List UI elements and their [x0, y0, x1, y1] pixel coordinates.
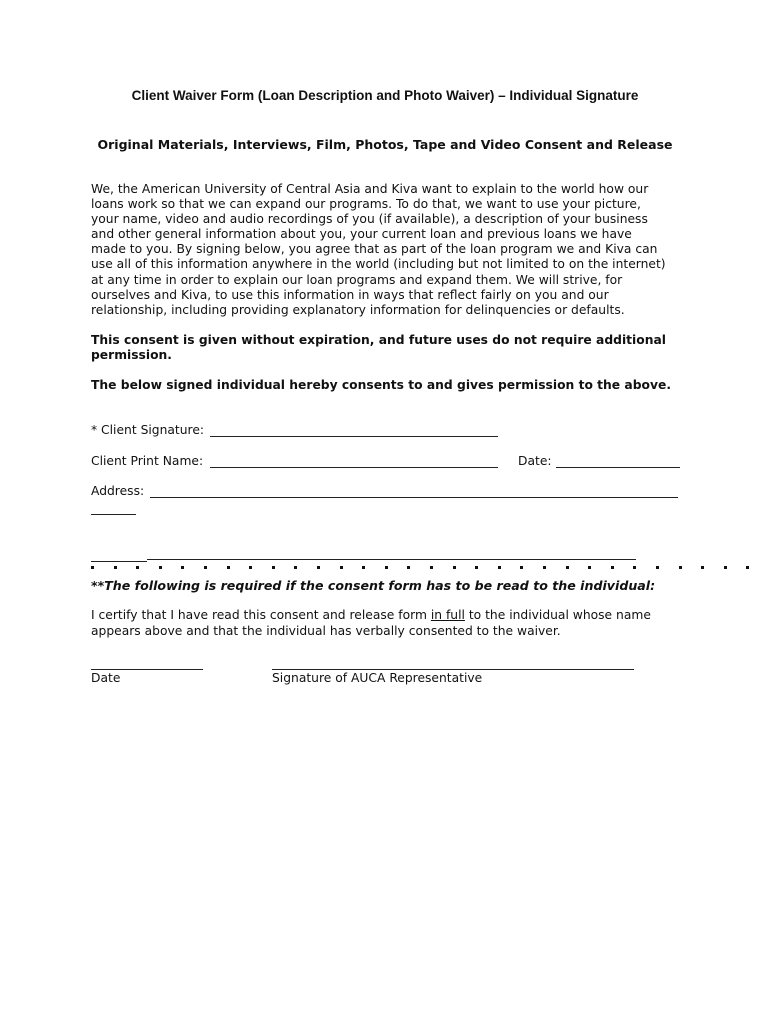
address-line[interactable] [150, 497, 678, 498]
separator-line-left [91, 561, 147, 562]
date-label: Date: [518, 454, 552, 468]
certification-text-start: I certify that I have read this consent and release form [91, 608, 431, 622]
certification-text-end: to the individual whose name appears above and that the individual has verbally consented to the waiver. [91, 608, 651, 638]
separator-dot [340, 566, 343, 569]
date-line[interactable] [556, 467, 680, 468]
form-title: Client Waiver Form (Loan Description and Photo Waiver) – Individual Signature [131, 88, 639, 103]
certification-date-caption: Date [91, 671, 121, 685]
separator-dot [136, 566, 139, 569]
separator-dot [204, 566, 207, 569]
client-signature-label: * Client Signature: [91, 423, 205, 437]
separator-dot [181, 566, 184, 569]
separator-dot [294, 566, 297, 569]
separator-dot [407, 566, 410, 569]
separator-dot [385, 566, 388, 569]
separator-dot [159, 566, 162, 569]
certification-text-underlined: in full [430, 608, 465, 622]
representative-signature-line[interactable] [272, 669, 634, 670]
separator-dot [430, 566, 433, 569]
address-label: Address: [91, 484, 145, 498]
dotted-separator [91, 566, 770, 572]
form-subtitle: Original Materials, Interviews, Film, Photos, Tape and Video Consent and Release [97, 137, 673, 152]
separator-dot [475, 566, 478, 569]
separator-line-right [147, 559, 636, 560]
separator-dot [317, 566, 320, 569]
required-note: **The following is required if the consent form has to be read to the individual: [91, 578, 656, 593]
client-print-name-label: Client Print Name: [91, 454, 204, 468]
separator-dot [114, 566, 117, 569]
separator-dot [679, 566, 682, 569]
certification-date-line[interactable] [91, 669, 203, 670]
address-line-continuation[interactable] [91, 514, 136, 515]
separator-dot [543, 566, 546, 569]
representative-signature-caption: Signature of AUCA Representative [272, 671, 483, 685]
separator-dot [701, 566, 704, 569]
separator-dot [724, 566, 727, 569]
client-signature-line[interactable] [210, 436, 498, 437]
certification-paragraph [91, 608, 691, 639]
client-print-name-line[interactable] [210, 467, 498, 468]
separator-dot [227, 566, 230, 569]
separator-dot [746, 566, 749, 569]
separator-dot [91, 566, 94, 569]
intro-paragraph: We, the American University of Central Asia and Kiva want to explain to the world how our loans work so that we can expand our programs. To do that, we want to use your picture, your name, video and audio recordings of you (if available), a description of your business and other general information about you, your current loan and previous loans we have made to you. By signing below, you agree that as part of the loan program we and Kiva can use all of this information anywhere in the world (including but not limited to on the internet) at any time in order to explain our loan programs and expand them. We will strive, for ourselves and Kiva, to use this information in ways that reflect fairly on you and our relationship, including providing explanatory information for delinquencies or defaults. [91, 182, 666, 317]
separator-dot [272, 566, 275, 569]
separator-dot [362, 566, 365, 569]
separator-dot [520, 566, 523, 569]
separator-dot [633, 566, 636, 569]
separator-dot [566, 566, 569, 569]
separator-dot [498, 566, 501, 569]
separator-dot [588, 566, 591, 569]
separator-dot [656, 566, 659, 569]
separator-dot [453, 566, 456, 569]
separator-dot [249, 566, 252, 569]
separator-dot [611, 566, 614, 569]
permission-statement: The below signed individual hereby consents to and gives permission to the above. [91, 378, 672, 392]
consent-statement: This consent is given without expiration, and future uses do not require additional permission. [91, 333, 666, 362]
